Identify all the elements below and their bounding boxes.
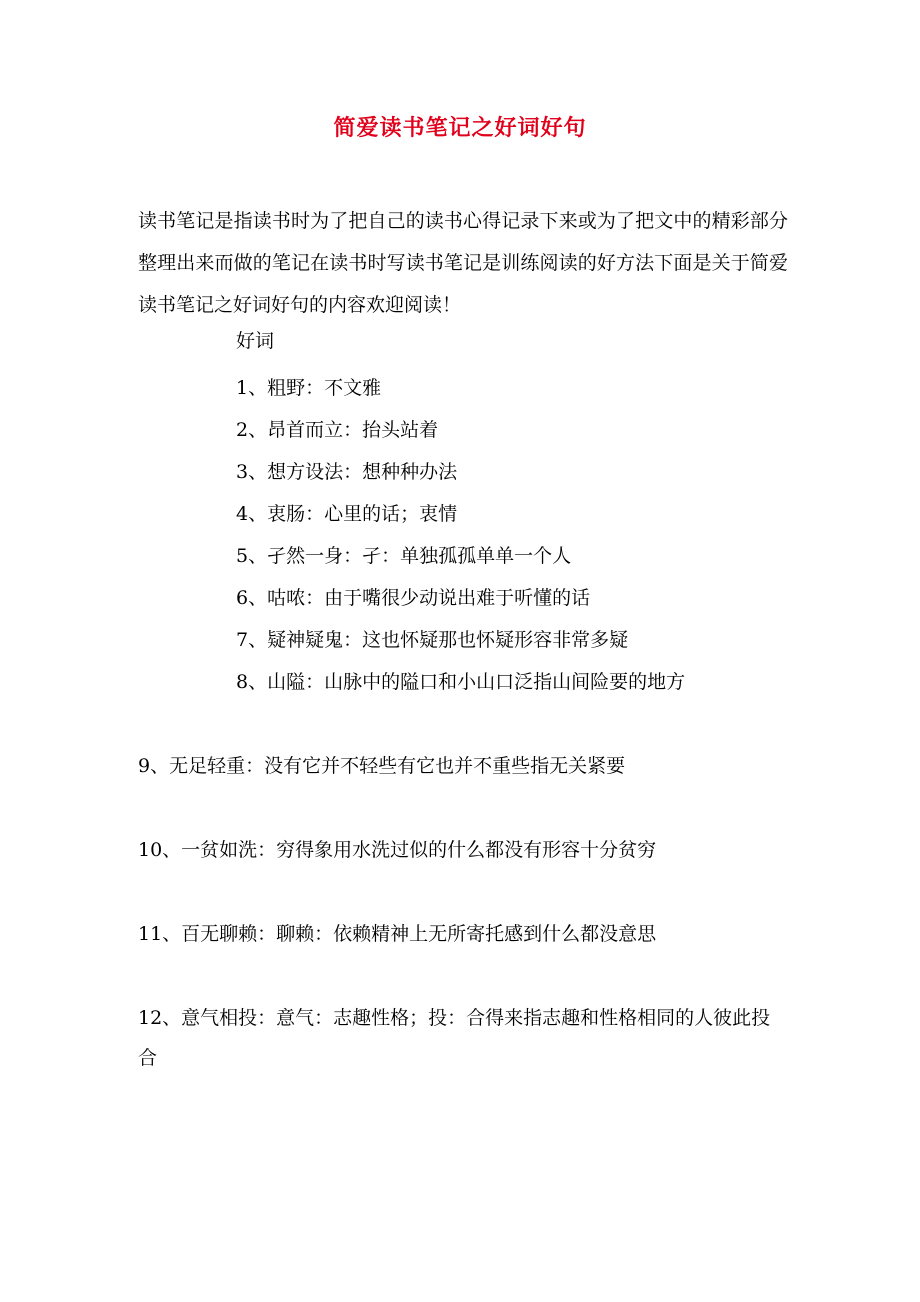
- section-label-good-words: 好词: [236, 330, 275, 352]
- list-item: 3、想方设法：想种种办法: [236, 461, 458, 483]
- list-item: 7、疑神疑鬼：这也怀疑那也怀疑形容非常多疑: [236, 629, 629, 651]
- intro-text: 读书笔记是指读书时为了把自己的读书心得记录下来或为了把文中的精彩部分整理出来而做的笔记在读书时写读书笔记是训练阅读的好方法下面是关于简爱读书笔记之好词好句的内容欢迎阅读！: [138, 210, 788, 316]
- page-title: 简爱读书笔记之好词好句: [333, 115, 587, 141]
- list-item: 8、山隘：山脉中的隘口和小山口泛指山间险要的地方: [236, 671, 686, 693]
- list-item: 4、衷肠：心里的话；衷情: [236, 503, 458, 525]
- list-item: 6、咕哝：由于嘴很少动说出难于听懂的话: [236, 587, 591, 609]
- list-item: 9、无足轻重：没有它并不轻些有它也并不重些指无关紧要: [138, 755, 626, 777]
- good-words-list: [236, 367, 685, 703]
- list-item: 5、孑然一身：孑：单独孤孤单单一个人: [236, 545, 572, 567]
- list-item: 11、百无聊赖：聊赖：依赖精神上无所寄托感到什么都没意思: [138, 923, 657, 945]
- list-item: 10、一贫如洗：穷得象用水洗过似的什么都没有形容十分贫穷: [138, 839, 657, 861]
- intro-paragraph: [138, 200, 788, 326]
- good-words-list-continued: [138, 746, 788, 1078]
- list-item: 1、粗野：不文雅: [236, 377, 382, 399]
- list-item: 12、意气相投：意气：志趣性格；投：合得来指志趣和性格相同的人彼此投合: [138, 1007, 771, 1069]
- list-item: 2、昂首而立：抬头站着: [236, 419, 439, 441]
